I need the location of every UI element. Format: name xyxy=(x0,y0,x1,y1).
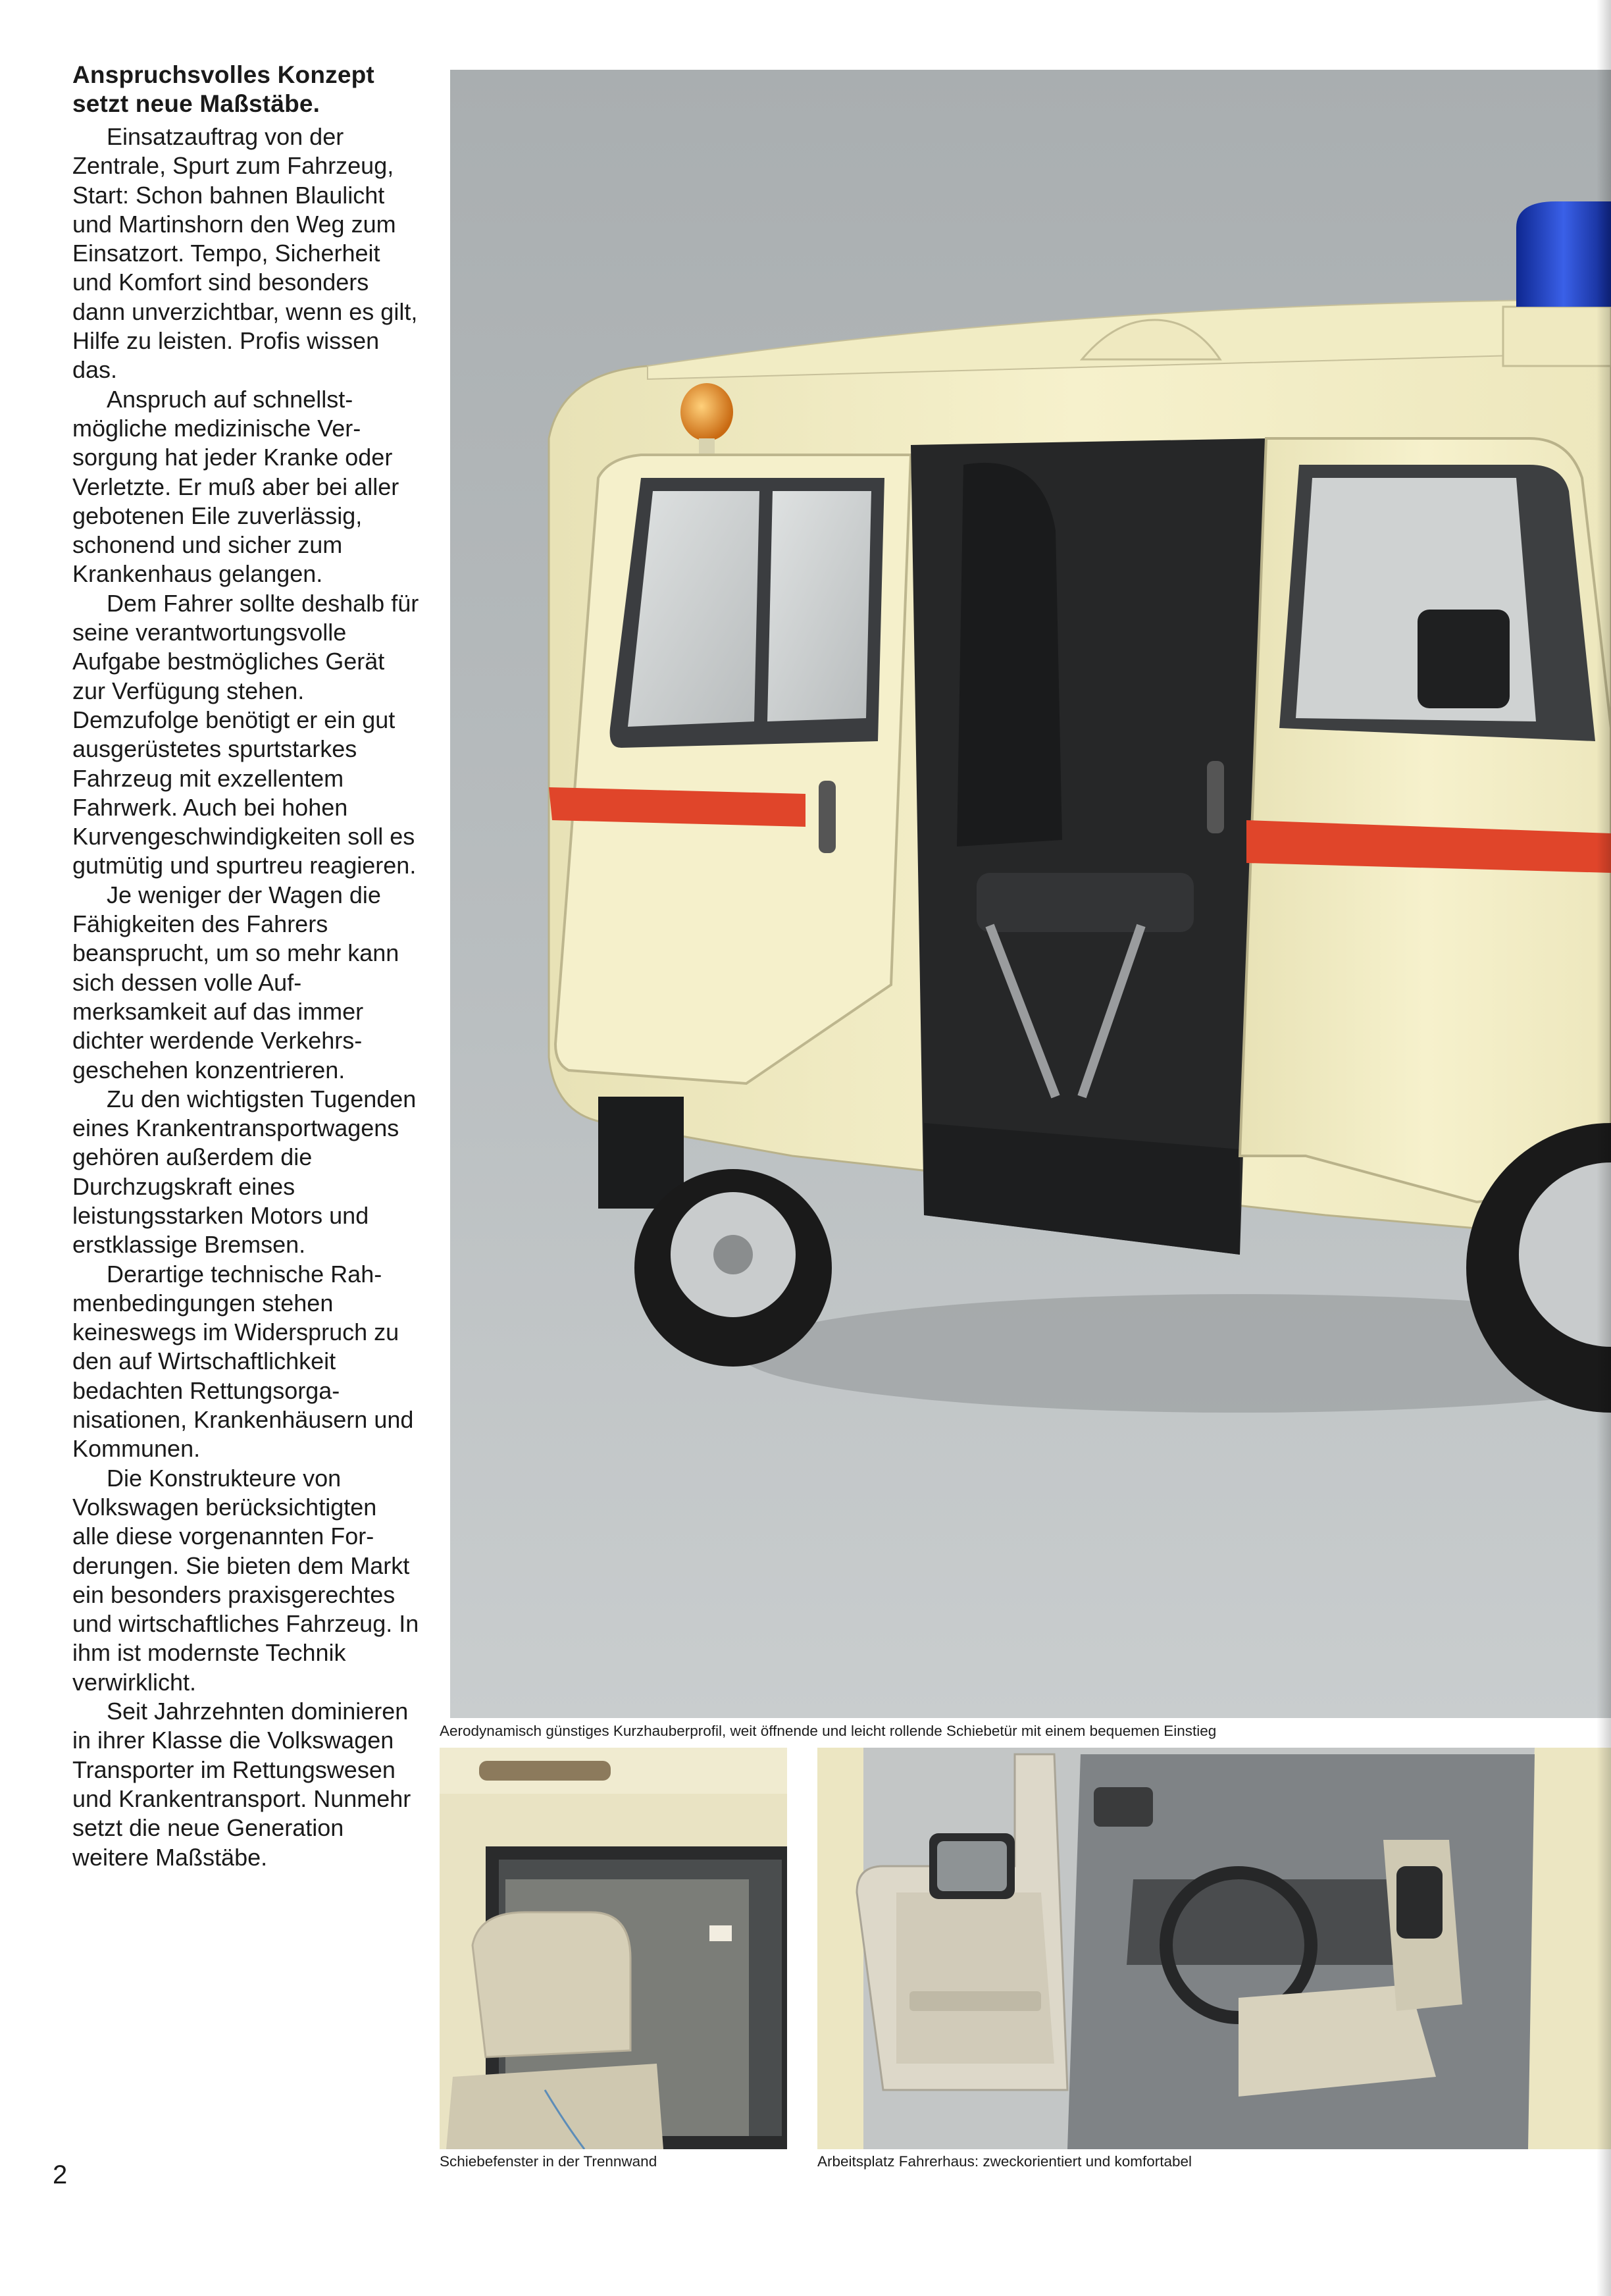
article-paragraph: Einsatzauftrag von der Zentrale, Spurt zum Fahrzeug, Start: Schon bahnen Blaulicht und Martinshorn den Weg zum Einsatzort. Tempo, Sicherheit und Komfort sind besonders dann unverzichtbar, wenn es gilt, Hilfe zu leisten. Profis wissen das. xyxy=(72,123,418,384)
ambulance-van-photo xyxy=(450,70,1611,1718)
partition-window-illustration xyxy=(440,1748,787,2149)
driver-cab-illustration xyxy=(817,1748,1611,2149)
article-headline: Anspruchsvolles Konzept setzt neue Maßstäbe. xyxy=(72,61,374,117)
article-paragraph: Anspruch auf schnellstmögliche medizinische Versorgung hat jeder Kranke oder Verletzte. Er muß aber bei aller gebotenen Eile zuverlässig, schonend und sicher zum Krankenhaus gelangen. xyxy=(72,385,399,588)
article-paragraph: Seit Jahrzehnten dominieren in ihrer Klasse die Volkswagen Transporter im Rettungswesen und Krankentransport. Nunmehr setzt die neue Generation weitere Maßstäbe. xyxy=(72,1698,411,1871)
article-paragraph: Derartige technische Rahmenbedingungen stehen keineswegs im Widerspruch zu den auf Wirtschaftlichkeit bedachten Rettungsorganisationen, Krankenhäusern und Kommunen. xyxy=(72,1260,414,1463)
article-paragraph: Zu den wichtigsten Tugenden eines Krankentransportwagens gehören außerdem die Durchzugskraft eines leistungsstarken Motors und erstklassige Bremsen. xyxy=(72,1085,417,1259)
page-edge-shadow xyxy=(1597,0,1611,2296)
article-paragraph: Dem Fahrer sollte deshalb für seine verantwortungsvolle Aufgabe bestmögliches Gerät zur Verfügung stehen. Demzufolge benötigt er ein gut ausgerüstetes spurtstarkes Fahrzeug mit exzellentem Fahrwerk. Auch bei hohen Kurvengeschwindigkeiten soll es gutmütig und spurtreu reagieren. xyxy=(72,589,419,879)
right-photo-caption: Arbeitsplatz Fahrerhaus: zweckorientiert und komfortabel xyxy=(817,2153,1192,2170)
left-photo-caption: Schiebefenster in der Trennwand xyxy=(440,2153,657,2170)
page-number: 2 xyxy=(53,2160,68,2189)
driver-cab-photo xyxy=(817,1748,1611,2149)
partition-window-photo xyxy=(440,1748,787,2149)
article-paragraph: Je weniger der Wagen die Fähigkeiten des Fahrers beansprucht, um so mehr kann sich dessen volle Aufmerksamkeit auf das immer dichter werdende Verkehrsgeschehen konzentrieren. xyxy=(72,881,399,1083)
ambulance-van-illustration xyxy=(450,70,1611,1718)
main-photo-caption: Aerodynamisch günstiges Kurzhauberprofil, weit öffnende und leicht rollende Schiebetür mit einem bequemen Einstieg xyxy=(440,1723,1217,1739)
article-paragraph: Die Konstrukteure von Volkswagen berücksichtigten alle diese vorgenannten Forderungen. Sie bieten dem Markt ein besonders praxisgerechtes und wirtschaftliches Fahrzeug. In ihm ist modernste Technik verwirklicht. xyxy=(72,1464,419,1696)
article-text-column xyxy=(72,61,420,1872)
